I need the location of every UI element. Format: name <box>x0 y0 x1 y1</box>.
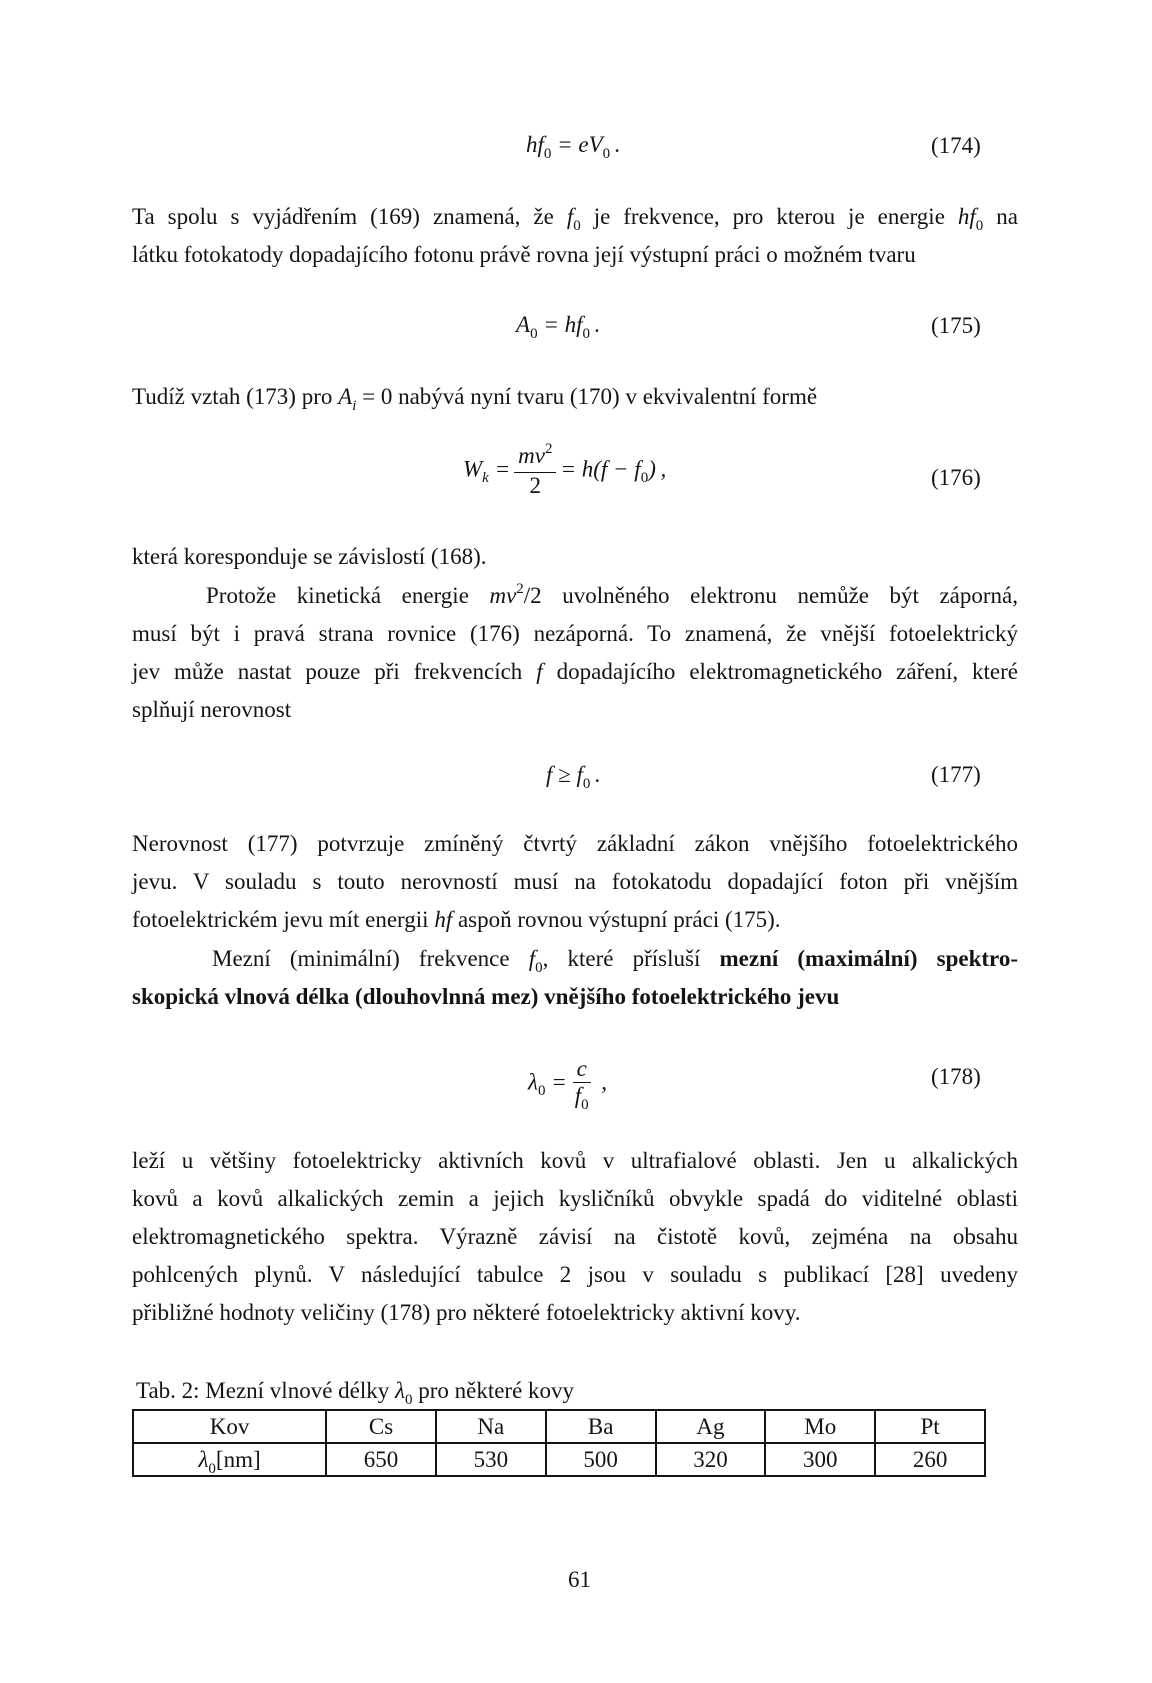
paragraph-6 <box>132 940 1018 1020</box>
paragraph-1 <box>132 198 1018 278</box>
paragraph-7-line-5: přibližné hodnoty veličiny (178) pro některé fotoelektricky aktivní kovy. <box>132 1300 801 1325</box>
paragraph-5 <box>132 825 1018 943</box>
table-row <box>133 1410 985 1443</box>
paragraph-1-line-1: Ta spolu s vyjádřením (169) znamená, že $f_0$ je frekvence, pro kterou je energie $hf_0$ na <box>132 204 1018 234</box>
table-cell: 650 <box>326 1443 436 1476</box>
table-header-cell: Ba <box>546 1410 656 1443</box>
paragraph-4-line-2: musí být i pravá strana rovnice (176) nezáporná. To znamená, že vnější fotoelektrický <box>132 621 1018 646</box>
paragraph-6-line-1: Mezní (minimální) frekvence $f_0$, které přísluší mezní (maximální) spektro- <box>212 946 1018 976</box>
equation-176: $W_k$ = $\frac{mv^2}{2}$ = $h(f - f_0)$ , <box>463 441 667 498</box>
paragraph-7-line-4: pohlcených plynů. V následující tabulce 2 jsou v souladu s publikací [28] uvedeny <box>132 1262 1018 1287</box>
table-row-label: $\lambda_0[nm]$ <box>133 1443 326 1476</box>
table-row <box>133 1443 985 1476</box>
equation-175: $A_0 = hf_0$ . <box>516 312 601 342</box>
equation-number-177: (177) <box>931 762 981 787</box>
paragraph-7-line-2: kovů a kovů alkalických zemin a jejich kysličníků obvykle spadá do viditelné oblasti <box>132 1186 1018 1211</box>
paragraph-3 <box>132 538 1018 578</box>
paragraph-7 <box>132 1142 1018 1336</box>
table-cell: 530 <box>436 1443 546 1476</box>
paragraph-5-line-2: jevu. V souladu s touto nerovností musí na fotokatodu dopadající foton při vnějším <box>132 869 1018 894</box>
equation-177: $f \ge f_0$ . <box>546 762 601 792</box>
metal-wavelength-table <box>132 1409 986 1477</box>
table-cell: 300 <box>765 1443 875 1476</box>
paragraph-7-line-3: elektromagnetického spektra. Výrazně závisí na čistotě kovů, zejména na obsahu <box>132 1224 1018 1249</box>
paragraph-5-line-3: fotoelektrickém jevu mít energii hf aspoň rovnou výstupní práci (175). <box>132 907 781 932</box>
table-cell: 320 <box>656 1443 766 1476</box>
equation-number-176: (176) <box>931 465 981 490</box>
table-header-cell: Kov <box>133 1410 326 1443</box>
table-header-cell: Mo <box>765 1410 875 1443</box>
table-cell: 260 <box>875 1443 985 1476</box>
paragraph-1-line-2: látku fotokatody dopadajícího fotonu právě rovna její výstupní práci o možném tvaru <box>132 242 916 267</box>
paragraph-4-line-3: jev může nastat pouze při frekvencích f dopadajícího elektromagnetického záření, které <box>132 659 1018 684</box>
equation-178: $\lambda_0$ = $\frac{c}{f_0}$ , <box>528 1056 607 1113</box>
paragraph-5-line-1: Nerovnost (177) potvrzuje zmíněný čtvrtý základní zákon vnějšího fotoelektrického <box>132 831 1018 856</box>
table-header-cell: Cs <box>326 1410 436 1443</box>
equation-number-174: (174) <box>931 133 981 158</box>
table-header-cell: Ag <box>656 1410 766 1443</box>
equation-number-175: (175) <box>931 313 981 338</box>
paragraph-2-line-1: Tudíž vztah (173) pro $A_i = 0$ nabývá nyní tvaru (170) v ekvivalentní formě <box>132 384 818 414</box>
paragraph-7-line-1: leží u většiny fotoelektricky aktivních kovů v ultrafialové oblasti. Jen u alkalických <box>132 1148 1018 1173</box>
paragraph-3-line-1: která koresponduje se závislostí (168). <box>132 544 487 569</box>
paragraph-6-line-2: skopická vlnová délka (dlouhovlnná mez) vnějšího fotoelektrického jevu <box>132 984 840 1009</box>
paragraph-4-line-1: Protože kinetická energie $mv^2/2$ uvolněného elektronu nemůže být záporná, <box>206 581 1018 608</box>
page-number: 61 <box>568 1567 591 1592</box>
table-caption: Tab. 2: Mezní vlnové délky $\lambda_0$ pro některé kovy <box>136 1378 575 1408</box>
table-cell: 500 <box>546 1443 656 1476</box>
paragraph-2 <box>132 378 1018 418</box>
table-header-cell: Na <box>436 1410 546 1443</box>
paragraph-4 <box>132 577 1018 733</box>
table-header-cell: Pt <box>875 1410 985 1443</box>
equation-174: $hf_0 = eV_0$ . <box>526 132 621 162</box>
equation-number-178: (178) <box>931 1064 981 1089</box>
paragraph-4-line-4: splňují nerovnost <box>132 697 292 722</box>
